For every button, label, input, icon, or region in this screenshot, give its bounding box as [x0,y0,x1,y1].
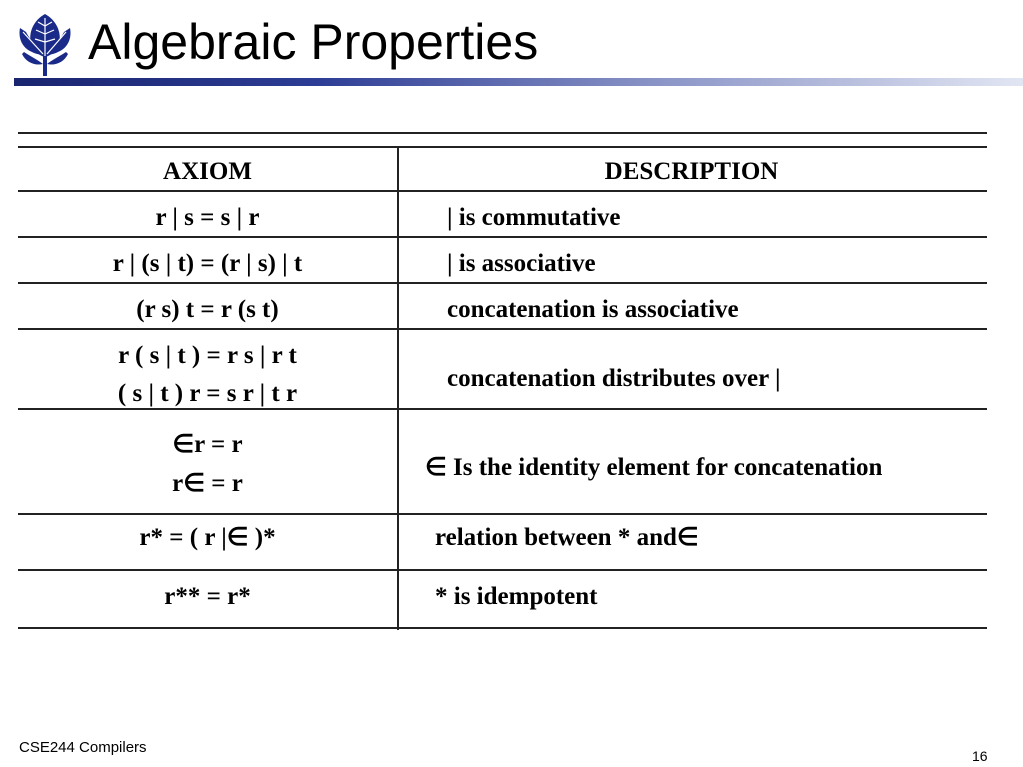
row-1-axiom: r | s = s | r [155,204,260,231]
row-6-axiom: r* = ( r |∈ )* [139,524,276,551]
row-5-description: ∈ Is the identity element for concatenation [425,454,883,481]
university-logo [14,10,76,78]
table-column-divider [397,147,399,630]
row-4-description: concatenation distributes over | [447,365,781,392]
footer-page-number: 16 [972,748,988,764]
table-rule-top-2 [18,146,987,148]
table-rule [18,282,987,284]
row-2-description: | is associative [447,250,596,277]
row-5-axiom-line-1: ∈r = r [172,431,243,458]
row-7-description: * is idempotent [435,583,598,610]
title-underline-bar [14,78,1023,86]
row-2-axiom: r | (s | t) = (r | s) | t [112,250,303,277]
row-4-axiom-line-1: r ( s | t ) = r s | r t [118,342,297,369]
footer-course-name: CSE244 Compilers [19,739,147,756]
row-3-description: concatenation is associative [447,296,739,323]
row-1-description: | is commutative [447,204,621,231]
slide-title: Algebraic Properties [88,14,539,70]
table-rule [18,236,987,238]
oak-leaf-icon [14,10,76,78]
table-rule [18,569,987,571]
table-rule [18,328,987,330]
table-rule [18,408,987,410]
table-rule [18,513,987,515]
table-rule [18,190,987,192]
table-rule-bottom [18,627,987,629]
row-7-axiom: r** = r* [164,583,251,610]
header-description: DESCRIPTION [604,158,779,185]
row-6-description: relation between * and∈ [435,524,699,551]
row-3-axiom: (r s) t = r (s t) [136,296,279,323]
table-rule-top [18,132,987,134]
row-5-axiom-line-2: r∈ = r [172,470,243,497]
row-4-axiom-line-2: ( s | t ) r = s r | t r [117,380,298,407]
header-axiom: AXIOM [163,158,252,185]
